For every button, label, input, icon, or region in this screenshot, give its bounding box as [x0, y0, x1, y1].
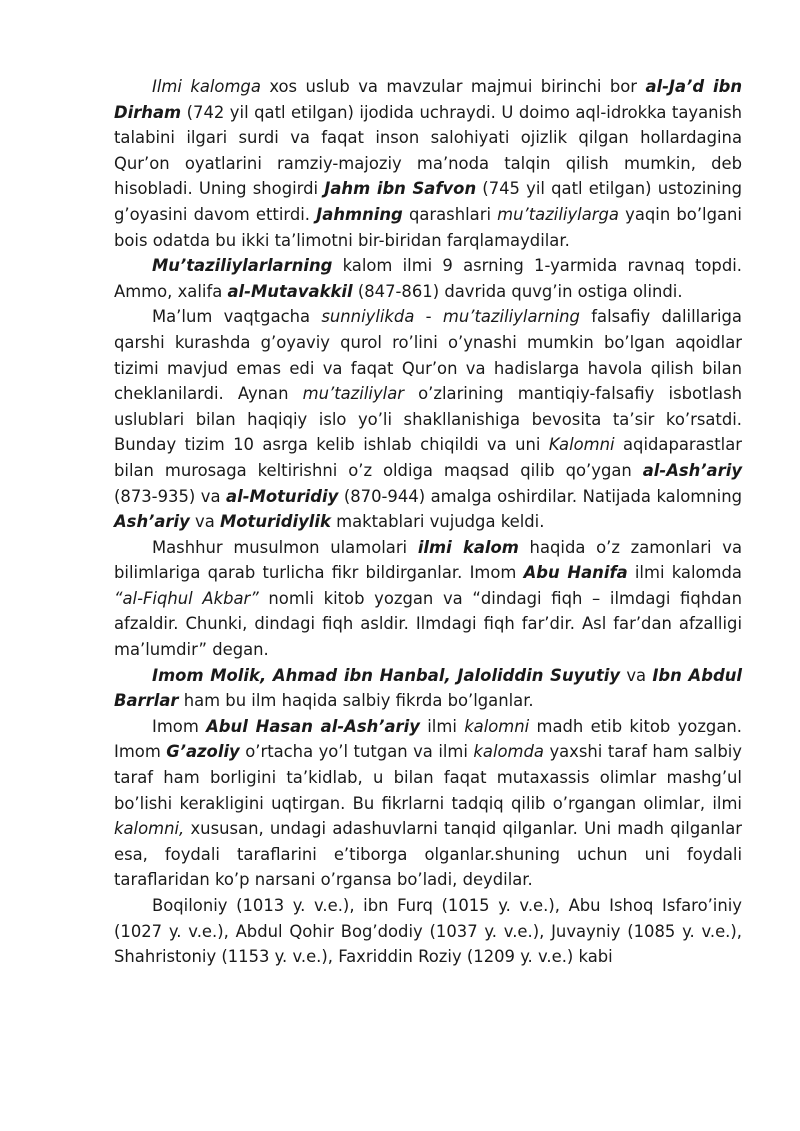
- text-run: ham bu ilm haqida salbiy fikrda bo’lganlar.: [178, 691, 534, 711]
- bold-italic-term: al-Moturidiy: [226, 486, 339, 506]
- text-run: yaqin bo’lgani bois odatda bu ikki ta’limotni bir-biridan farqlamaydilar.: [114, 204, 742, 250]
- document-page: [114, 74, 742, 970]
- text-run: Mashhur musulmon ulamolari: [152, 537, 418, 557]
- text-run: Boqiloniy (1013 y. v.e.), ibn Furq (1015 y. v.e.), Abu Ishoq Isfaro’iniy (1027 y. v.e.), Abdul Qohir Bog’dodiy (1037 y. v.e.), Juvayniy (1085 y. v.e.), Shahristoniy (1153 y. v.e.), Faxriddin Roziy (1209 y. v.e.) kabi: [114, 896, 742, 967]
- text-run: ilmi: [419, 716, 465, 736]
- text-run: (742 yil qatl etilgan) ijodida uchraydi. U doimo aql-idrokka tayanish talabini ilgari surdi va faqat inson salohiyati ojizlik qilgan hollardagina Qur’on oyatlarini ramziy-majoziy ma’noda talqin qilish mumkin, deb hisobladi. Uning shogirdi: [114, 102, 742, 199]
- paragraph-ilmi-kalom-origins: [114, 74, 742, 253]
- paragraph-mutaziliy-flourishing: [114, 253, 742, 304]
- italic-term: kalomni,: [114, 819, 185, 839]
- text-run: (745 yil qatl etilgan) ustozining g’oyasini davom ettirdi.: [114, 179, 743, 224]
- italic-term: mu’taziliylarga: [497, 204, 619, 224]
- text-run: maktablari vujudga keldi.: [330, 512, 545, 532]
- bold-italic-term: al-Ash’ariy: [642, 460, 742, 480]
- text-run: xususan, undagi adashuvlarni tanqid qilganlar. Uni madh qilganlar esa, foydali taraflarini e’tiborga olganlar.shuning uchun uni foydali taraflaridan ko’p narsani o’rgansa bo’ladi, deydilar.: [114, 819, 742, 890]
- text-run: o’rtacha yo’l tutgan va ilmi: [239, 742, 474, 762]
- italic-term: Kalomni: [548, 435, 615, 455]
- bold-italic-term: Ibn Abdul Barrlar: [114, 665, 742, 711]
- paragraph-negative-views: [114, 663, 742, 714]
- paragraph-scholars-opinions: [114, 535, 742, 663]
- bold-italic-term: al-Ja’d ibn Dirham: [114, 77, 743, 122]
- italic-term: Ilmi kalomga: [152, 77, 261, 96]
- text-run: falsafiy dalillariga qarshi kurashda g’oyaviy qurol ro’lini o’ynashi mumkin bo’lgan aqoidlar tizimi mavjud emas edi va faqat Qur’on va hadislarga havola qilish bilan cheklanilardi. Aynan: [114, 307, 742, 404]
- paragraph-later-scholars: [114, 893, 742, 970]
- text-run: -: [414, 307, 443, 327]
- italic-term: kalomni: [464, 716, 530, 736]
- text-run: Ma’lum vaqtgacha: [152, 307, 322, 327]
- text-run: madh etib kitob yozgan. Imom: [114, 716, 742, 762]
- italic-term: mu’taziliylar: [302, 384, 404, 404]
- italic-term: “al-Fiqhul Akbar”: [114, 588, 259, 608]
- bold-italic-term: Abul Hasan al-Ash’ariy: [206, 716, 420, 736]
- bold-italic-term: Jahm ibn Safvon: [324, 179, 477, 199]
- italic-term: kalomda: [473, 742, 544, 762]
- bold-italic-term: al-Mutavakkil: [227, 281, 353, 301]
- bold-italic-term: Imom Molik, Ahmad ibn Hanbal, Jaloliddin Suyutiy: [152, 665, 621, 685]
- bold-italic-term: G’azoliy: [166, 742, 240, 762]
- bold-italic-term: Ash’ariy: [114, 512, 190, 532]
- bold-italic-term: Moturidiylik: [219, 512, 331, 532]
- text-run: Imom: [152, 716, 207, 736]
- text-run: kalom ilmi 9 asrning 1-yarmida ravnaq topdi. Ammo, xalifa: [114, 256, 742, 301]
- text-run: qarashlari: [402, 204, 498, 224]
- paragraph-ashari-ghazali: [114, 714, 742, 893]
- text-run: va: [189, 512, 220, 532]
- paragraph-sunni-response: [114, 304, 742, 534]
- text-run: ilmi kalomda: [627, 563, 742, 583]
- italic-term: sunniylikda: [321, 307, 415, 327]
- text-run: (873-935) va: [114, 486, 227, 506]
- text-run: yaxshi taraf ham salbiy taraf ham borligini ta’kidlab, u bilan faqat mutaxassis olimlar mashg’ul bo’lishi kerakligini uqtirgan. Bu fikrlarni tadqiq qilib o’rgangan olimlar, ilmi: [114, 742, 742, 813]
- text-run: aqidaparastlar bilan murosaga keltirishni o’z oldiga maqsad qilib qo’ygan: [114, 435, 742, 480]
- bold-italic-term: Abu Hanifa: [523, 563, 628, 583]
- italic-term: mu’taziliylarning: [442, 307, 580, 327]
- bold-italic-term: Jahmning: [316, 204, 403, 224]
- text-run: (870-944) amalga oshirdilar. Natijada kalomning: [338, 486, 743, 506]
- text-run: o’zlarining mantiqiy-falsafiy isbotlash uslublari bilan haqiqiy islo yo’li shakllanishiga bevosita ta’sir ko’rsatdi. Bunday tizim 10 asrga kelib ishlab chiqildi va uni: [114, 384, 742, 455]
- text-run: haqida o’z zamonlari va bilimlariga qarab turlicha fikr bildirganlar. Imom: [114, 537, 742, 583]
- bold-italic-term: Mu’taziliylarlarning: [152, 256, 333, 276]
- text-run: (847-861) davrida quvg’in ostiga olindi.: [352, 281, 683, 301]
- bold-italic-term: ilmi kalom: [417, 537, 519, 557]
- text-run: xos uslub va mavzular majmui birinchi bor: [260, 77, 646, 96]
- text-run: va: [620, 665, 653, 685]
- text-run: nomli kitob yozgan va “dindagi fiqh – ilmdagi fiqhdan afzaldir. Chunki, dindagi fiqh asldir. Ilmdagi fiqh far’dir. Asl far’dan afzalligi ma’lumdir” degan.: [114, 588, 742, 660]
